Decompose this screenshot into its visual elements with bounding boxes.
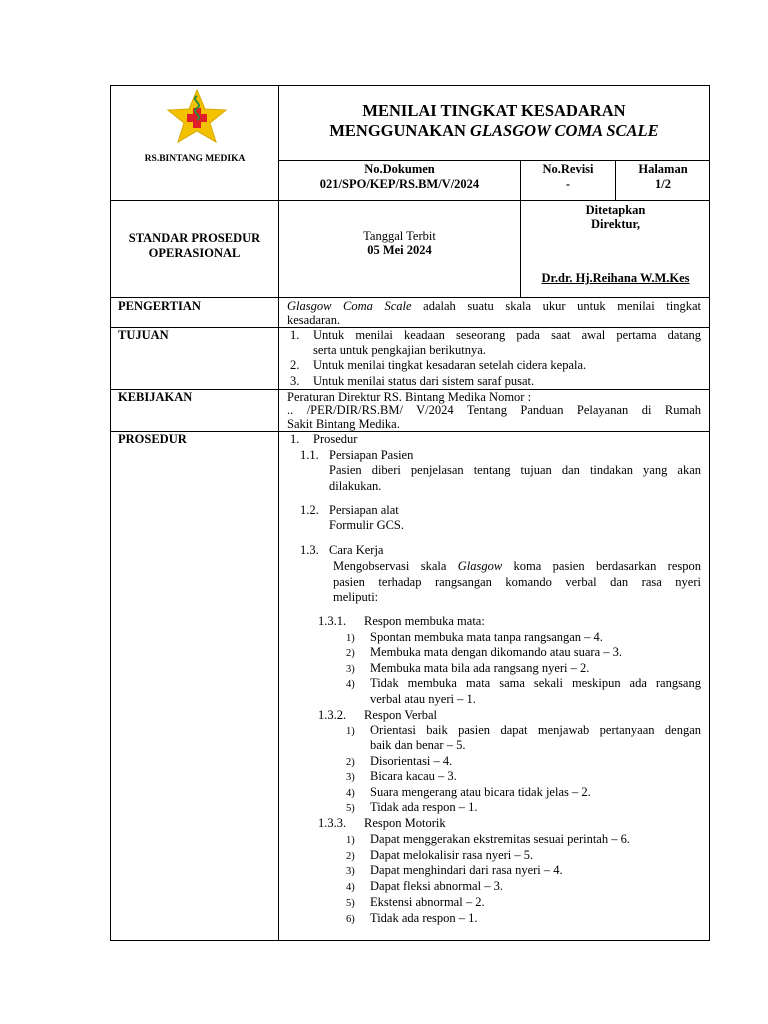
motor-num: 5) — [346, 898, 355, 909]
hospital-logo-icon — [160, 88, 234, 144]
verbal-item: Tidak ada respon – 1. — [370, 800, 478, 814]
verbal-num: 1) — [346, 726, 355, 737]
tujuan-item-1-cont: serta untuk pengkajian berikutnya. — [313, 343, 486, 357]
section-label-pengertian: PENGERTIAN — [118, 299, 201, 313]
step-1-1-num: 1.1. — [300, 448, 319, 462]
step-1-3-2-title: Respon Verbal — [364, 708, 438, 722]
motor-num: 2) — [346, 851, 355, 862]
step-1-3-1-title: Respon membuka mata: — [364, 614, 485, 628]
divider — [110, 297, 710, 298]
doc-number-label: No.Dokumen — [364, 162, 435, 176]
title-line-1: MENILAI TINGKAT KESADARAN — [362, 101, 626, 120]
motor-item: Dapat menggerakan ekstremitas sesuai perintah – 6. — [370, 832, 630, 846]
page-value: 1/2 — [655, 177, 671, 191]
approved-label: Ditetapkan — [585, 203, 646, 217]
prosedur-heading: Prosedur — [313, 432, 358, 446]
sop-title-line-2: OPERASIONAL — [148, 246, 241, 260]
eye-item: Tidak membuka mata sama sekali meskipun ada rangsang — [370, 676, 701, 690]
step-1-2-num: 1.2. — [300, 503, 319, 517]
eye-item-cont: verbal atau nyeri – 1. — [370, 692, 476, 706]
verbal-item: Orientasi baik pasien dapat menjawab pertanyaan dengan — [370, 723, 701, 737]
verbal-num: 4) — [346, 788, 355, 799]
director-label: Direktur, — [591, 217, 640, 231]
eye-item: Spontan membuka mata tanpa rangsangan – 4. — [370, 630, 603, 644]
verbal-item: Bicara kacau – 3. — [370, 769, 457, 783]
eye-num: 1) — [346, 633, 355, 644]
eye-num: 3) — [346, 664, 355, 675]
kebijakan-line-2: .. /PER/DIR/RS.BM/ V/2024 Tentang Panduan Pelayanan di Rumah — [287, 403, 701, 417]
issue-date-label: Tanggal Terbit — [363, 229, 436, 243]
tujuan-num-1: 1. — [290, 328, 300, 342]
step-1-3-text: Mengobservasi skala Glasgow koma pasien berdasarkan respon — [333, 559, 701, 573]
motor-num: 4) — [346, 882, 355, 893]
divider — [110, 200, 710, 201]
divider — [278, 85, 279, 941]
kebijakan-line-1: Peraturan Direktur RS. Bintang Medika Nomor : — [287, 390, 532, 404]
verbal-item-cont: baik dan benar – 5. — [370, 738, 466, 752]
verbal-item: Disorientasi – 4. — [370, 754, 453, 768]
doc-number-value: 021/SPO/KEP/RS.BM/V/2024 — [319, 177, 480, 191]
pengertian-line-2: kesadaran. — [287, 313, 341, 327]
motor-num: 6) — [346, 914, 355, 925]
pengertian-line-1: Glasgow Coma Scale adalah suatu skala ukur untuk menilai tingkat — [287, 299, 702, 313]
motor-num: 3) — [346, 866, 355, 877]
hospital-name: RS.BINTANG MEDIKA — [144, 154, 246, 164]
tujuan-item-2: Untuk menilai tingkat kesadaran setelah cidera kepala. — [313, 358, 587, 372]
step-1-2-text: Formulir GCS. — [329, 518, 405, 532]
sop-title-line-1: STANDAR PROSEDUR — [128, 231, 261, 245]
verbal-num: 2) — [346, 757, 355, 768]
divider — [278, 160, 710, 161]
motor-item: Dapat fleksi abnormal – 3. — [370, 879, 503, 893]
title-italic: GLASGOW COMA SCALE — [470, 121, 659, 140]
document-title — [279, 101, 709, 141]
page-label: Halaman — [638, 162, 688, 176]
step-1-3-title: Cara Kerja — [329, 543, 384, 557]
eye-item: Membuka mata dengan dikomando atau suara – 3. — [370, 645, 623, 659]
divider — [110, 431, 710, 432]
step-1-3-3-num: 1.3.3. — [318, 816, 347, 830]
signatory-name: Dr.dr. Hj.Reihana W.M.Kes — [541, 271, 690, 285]
prosedur-num: 1. — [290, 432, 300, 446]
section-label-tujuan: TUJUAN — [118, 328, 169, 342]
step-1-3-num: 1.3. — [300, 543, 319, 557]
step-1-3-2-num: 1.3.2. — [318, 708, 347, 722]
step-1-3-text-end: meliputi: — [333, 590, 379, 604]
issue-date-value: 05 Mei 2024 — [367, 243, 432, 257]
eye-num: 4) — [346, 679, 355, 690]
motor-num: 1) — [346, 835, 355, 846]
step-1-1-text: Pasien diberi penjelasan tentang tujuan dan tindakan yang akan — [329, 463, 701, 477]
eye-item: Membuka mata bila ada rangsang nyeri – 2. — [370, 661, 590, 675]
section-label-prosedur: PROSEDUR — [118, 432, 187, 446]
motor-item: Dapat melokalisir rasa nyeri – 5. — [370, 848, 534, 862]
revision-value: - — [565, 177, 571, 191]
eye-num: 2) — [346, 648, 355, 659]
step-1-1-title: Persiapan Pasien — [329, 448, 414, 462]
tujuan-item-3: Untuk menilai status dari sistem saraf pusat. — [313, 374, 535, 388]
verbal-num: 3) — [346, 772, 355, 783]
motor-item: Tidak ada respon – 1. — [370, 911, 478, 925]
step-1-3-3-title: Respon Motorik — [364, 816, 446, 830]
tujuan-num-3: 3. — [290, 374, 300, 388]
verbal-num: 5) — [346, 803, 355, 814]
section-label-kebijakan: KEBIJAKAN — [118, 390, 193, 404]
step-1-1-text-cont: dilakukan. — [329, 479, 382, 493]
step-1-3-1-num: 1.3.1. — [318, 614, 347, 628]
motor-item: Ekstensi abnormal – 2. — [370, 895, 485, 909]
tujuan-item-1: Untuk menilai keadaan seseorang pada saat awal pertama datang — [313, 328, 701, 342]
revision-label: No.Revisi — [542, 162, 594, 176]
motor-item: Dapat menghindari dari rasa nyeri – 4. — [370, 863, 563, 877]
kebijakan-line-3: Sakit Bintang Medika. — [287, 417, 400, 431]
title-line-2: MENGGUNAKAN GLASGOW COMA SCALE — [329, 121, 659, 140]
step-1-2-title: Persiapan alat — [329, 503, 399, 517]
verbal-item: Suara mengerang atau bicara tidak jelas – 2. — [370, 785, 591, 799]
step-1-3-text-cont: pasien terhadap rangsangan komando verbal dan rasa nyeri — [333, 575, 701, 589]
tujuan-num-2: 2. — [290, 358, 300, 372]
